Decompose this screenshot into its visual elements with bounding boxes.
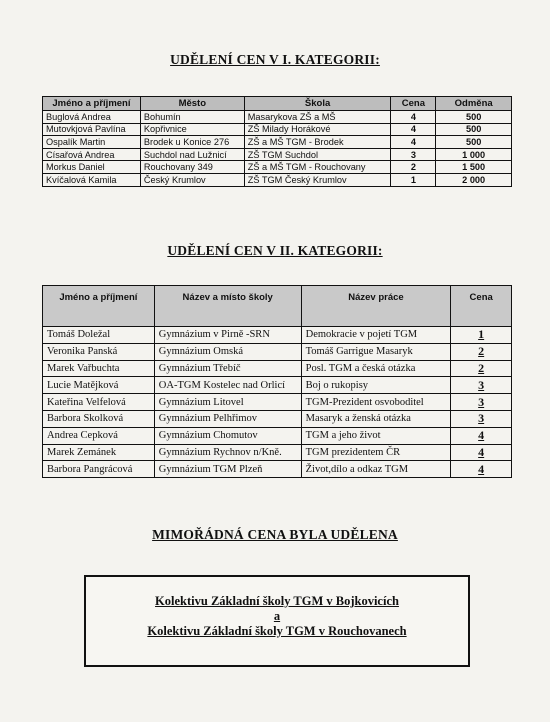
header-reward: Odměna	[436, 97, 512, 111]
category1-heading: UDĚLENÍ CEN V I. KATEGORII:	[170, 52, 380, 67]
cell-name: Kateřina Velfelová	[43, 394, 155, 411]
table-row	[43, 377, 512, 394]
cell-name: Buglová Andrea	[43, 111, 141, 124]
cell-reward: 1 000	[436, 148, 512, 161]
header-school: Škola	[244, 97, 391, 111]
cell-reward: 1 500	[436, 161, 512, 174]
table-row	[43, 111, 512, 124]
cell-school: ZŠ TGM Suchdol	[244, 148, 391, 161]
table-row	[43, 327, 512, 344]
cell-name: Andrea Cepková	[43, 427, 155, 444]
cell-school: Gymnázium Litovel	[154, 394, 301, 411]
cell-prize: 2	[451, 360, 512, 377]
cell-city: Rouchovany 349	[140, 161, 244, 174]
header-name: Jméno a příjmení	[43, 286, 155, 327]
cell-prize: 3	[451, 410, 512, 427]
category1-table	[42, 96, 512, 187]
cell-name: Ospalík Martin	[43, 136, 141, 149]
table-header-row	[43, 286, 512, 327]
cell-city: Brodek u Konice 276	[140, 136, 244, 149]
cell-school: ZŠ a MŠ TGM - Rouchovany	[244, 161, 391, 174]
cell-prize: 3	[391, 148, 436, 161]
header-name: Jméno a příjmení	[43, 97, 141, 111]
special-award-heading: MIMOŘÁDNÁ CENA BYLA UDĚLENA	[152, 527, 398, 542]
cell-reward: 2 000	[436, 173, 512, 186]
category2-table	[42, 285, 512, 478]
cell-name: Morkus Daniel	[43, 161, 141, 174]
header-prize: Cena	[391, 97, 436, 111]
cell-prize: 1	[451, 327, 512, 344]
table-row	[43, 161, 512, 174]
cell-school: ZŠ a MŠ TGM - Brodek	[244, 136, 391, 149]
cell-prize: 2	[391, 161, 436, 174]
cell-prize: 3	[451, 377, 512, 394]
cell-reward: 500	[436, 111, 512, 124]
cell-school: Gymnázium Rychnov n/Kně.	[154, 444, 301, 461]
table-row	[43, 410, 512, 427]
cell-prize: 3	[451, 394, 512, 411]
cell-work-title: Posl. TGM a česká otázka	[301, 360, 451, 377]
header-school: Název a místo školy	[154, 286, 301, 327]
special-award-recipient-2: Kolektivu Základní školy TGM v Rouchovanech	[147, 624, 407, 638]
cell-school: Gymnázium Omská	[154, 343, 301, 360]
cell-name: Mutovkjová Pavlína	[43, 123, 141, 136]
table-row	[43, 444, 512, 461]
header-prize: Cena	[451, 286, 512, 327]
cell-prize: 4	[391, 111, 436, 124]
table-row	[43, 427, 512, 444]
cell-prize: 4	[451, 427, 512, 444]
cell-prize: 1	[391, 173, 436, 186]
cell-school: ZŠ TGM Český Krumlov	[244, 173, 391, 186]
cell-city: Český Krumlov	[140, 173, 244, 186]
table-row	[43, 360, 512, 377]
cell-school: ZŠ Milady Horákové	[244, 123, 391, 136]
cell-prize: 4	[391, 123, 436, 136]
header-work-title: Název práce	[301, 286, 451, 327]
cell-name: Marek Zemánek	[43, 444, 155, 461]
cell-reward: 500	[436, 136, 512, 149]
cell-name: Veronika Panská	[43, 343, 155, 360]
table-row	[43, 394, 512, 411]
cell-work-title: Boj o rukopisy	[301, 377, 451, 394]
category2-heading: UDĚLENÍ CEN V II. KATEGORII:	[167, 243, 383, 258]
table-header-row	[43, 97, 512, 111]
table-row	[43, 123, 512, 136]
cell-work-title: Demokracie v pojetí TGM	[301, 327, 451, 344]
special-award-conjunction: a	[273, 609, 281, 623]
cell-name: Tomáš Doležal	[43, 327, 155, 344]
cell-school: Gymnázium Třebíč	[154, 360, 301, 377]
header-city: Město	[140, 97, 244, 111]
cell-prize: 4	[451, 461, 512, 478]
cell-prize: 2	[451, 343, 512, 360]
cell-city: Bohumín	[140, 111, 244, 124]
table-row	[43, 343, 512, 360]
cell-school: Gymnázium v Pirně -SRN	[154, 327, 301, 344]
cell-work-title: Masaryk a ženská otázka	[301, 410, 451, 427]
special-award-box	[84, 575, 470, 667]
table-row	[43, 148, 512, 161]
cell-work-title: Tomáš Garrigue Masaryk	[301, 343, 451, 360]
cell-city: Suchdol nad Lužnicí	[140, 148, 244, 161]
cell-name: Barbora Pangrácová	[43, 461, 155, 478]
special-award-recipient-1: Kolektivu Základní školy TGM v Bojkovicích	[155, 594, 399, 608]
table-row	[43, 173, 512, 186]
cell-name: Císařová Andrea	[43, 148, 141, 161]
table-row	[43, 136, 512, 149]
table-row	[43, 461, 512, 478]
cell-prize: 4	[451, 444, 512, 461]
cell-school: Masarykova ZŠ a MŠ	[244, 111, 391, 124]
cell-name: Lucie Matějková	[43, 377, 155, 394]
cell-reward: 500	[436, 123, 512, 136]
cell-school: Gymnázium Chomutov	[154, 427, 301, 444]
cell-work-title: TGM prezidentem ČR	[301, 444, 451, 461]
cell-school: Gymnázium Pelhřimov	[154, 410, 301, 427]
cell-school: OA-TGM Kostelec nad Orlicí	[154, 377, 301, 394]
cell-work-title: Život,dílo a odkaz TGM	[301, 461, 451, 478]
cell-school: Gymnázium TGM Plzeň	[154, 461, 301, 478]
cell-work-title: TGM-Prezident osvoboditel	[301, 394, 451, 411]
cell-name: Kvíčalová Kamila	[43, 173, 141, 186]
cell-work-title: TGM a jeho život	[301, 427, 451, 444]
cell-city: Kopřivnice	[140, 123, 244, 136]
cell-name: Marek Vařbuchta	[43, 360, 155, 377]
cell-name: Barbora Skolková	[43, 410, 155, 427]
cell-prize: 4	[391, 136, 436, 149]
